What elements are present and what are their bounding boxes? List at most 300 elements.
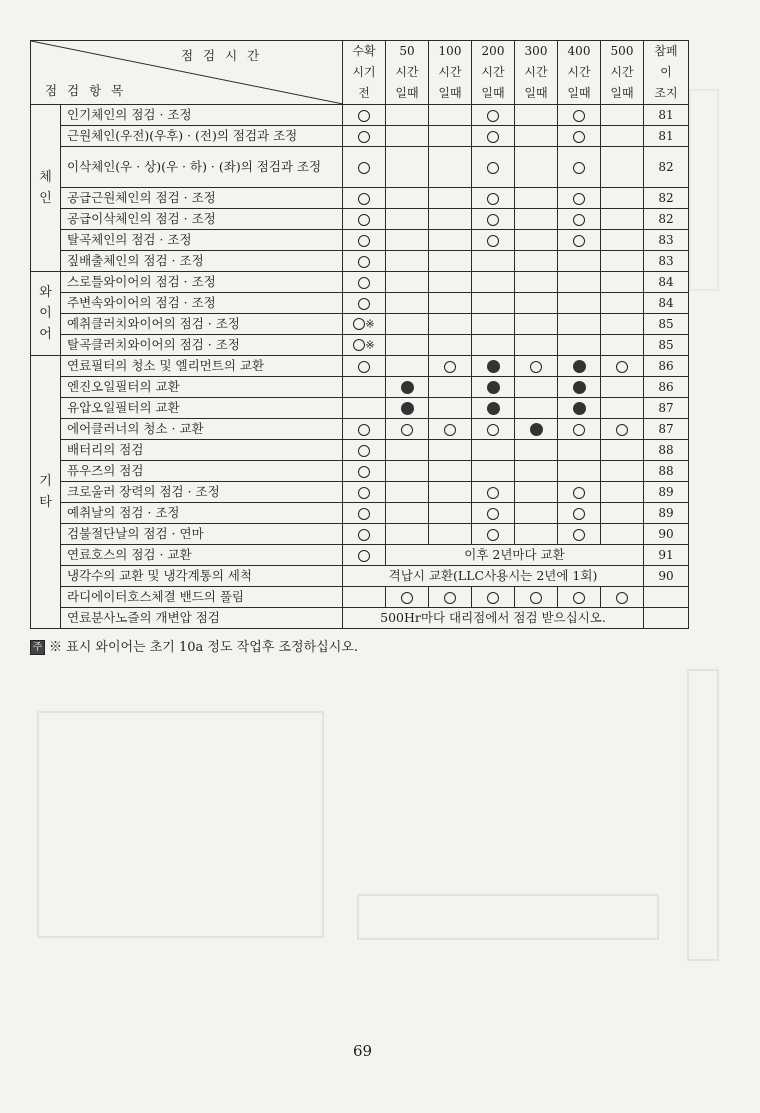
- open-circle-icon: [573, 529, 585, 541]
- open-circle-icon: [358, 277, 370, 289]
- table-row: [31, 377, 689, 398]
- schedule-cell: [472, 524, 515, 545]
- schedule-cell: [343, 126, 386, 147]
- schedule-cell: [558, 272, 601, 293]
- reference-page: 91: [644, 545, 689, 566]
- schedule-cell: [515, 335, 558, 356]
- inspection-item: 냉각수의 교환 및 냉각계통의 세척: [61, 566, 343, 587]
- table-row: [31, 587, 689, 608]
- inspection-item: 탈곡체인의 점검 · 조정: [61, 230, 343, 251]
- schedule-cell: [515, 398, 558, 419]
- schedule-cell: [386, 230, 429, 251]
- schedule-cell: [429, 335, 472, 356]
- schedule-note: 격납시 교환(LLC사용시는 2년에 1회): [343, 566, 644, 587]
- open-circle-icon: [358, 361, 370, 373]
- schedule-cell: [558, 314, 601, 335]
- schedule-cell: [515, 440, 558, 461]
- schedule-cell: [343, 587, 386, 608]
- schedule-cell: [558, 126, 601, 147]
- table-row: [31, 126, 689, 147]
- inspection-item: 이삭체인(우 · 상)(우 · 하) · (좌)의 점검과 조정: [61, 147, 343, 188]
- schedule-cell: [386, 209, 429, 230]
- reference-page: 82: [644, 209, 689, 230]
- open-circle-icon: [573, 424, 585, 436]
- open-circle-icon: [573, 487, 585, 499]
- table-row: [31, 209, 689, 230]
- schedule-cell: [429, 272, 472, 293]
- inspection-item: 크로울러 장력의 점검 · 조정: [61, 482, 343, 503]
- table-row: [31, 188, 689, 209]
- schedule-cell: [558, 251, 601, 272]
- open-circle-icon: [487, 592, 499, 604]
- schedule-cell: [343, 356, 386, 377]
- schedule-cell: [343, 461, 386, 482]
- open-circle-icon: [358, 110, 370, 122]
- inspection-item: 엔진오일필터의 교환: [61, 377, 343, 398]
- schedule-cell: [343, 503, 386, 524]
- schedule-cell: [472, 356, 515, 377]
- note-badge: 주: [30, 640, 45, 655]
- category-wire-label: 와이어: [39, 285, 52, 342]
- schedule-cell: [343, 251, 386, 272]
- schedule-cell: [472, 377, 515, 398]
- reference-page: 82: [644, 147, 689, 188]
- open-circle-icon: [358, 550, 370, 562]
- reference-mark: ※: [365, 338, 375, 352]
- open-circle-icon: [573, 110, 585, 122]
- schedule-cell: [558, 293, 601, 314]
- reference-page: 86: [644, 377, 689, 398]
- footnote: [30, 636, 358, 655]
- reference-page: [644, 587, 689, 608]
- open-circle-icon: [487, 424, 499, 436]
- schedule-cell: [601, 251, 644, 272]
- schedule-cell: [386, 105, 429, 126]
- table-row: [31, 503, 689, 524]
- open-circle-icon: [573, 131, 585, 143]
- table-row: [31, 398, 689, 419]
- reference-page: 88: [644, 440, 689, 461]
- inspection-item: 짚배출체인의 점검 · 조정: [61, 251, 343, 272]
- open-circle-icon: [487, 529, 499, 541]
- table-row: [31, 272, 689, 293]
- reference-page: 90: [644, 524, 689, 545]
- open-circle-icon: [444, 361, 456, 373]
- schedule-cell: [343, 147, 386, 188]
- schedule-cell: [601, 293, 644, 314]
- schedule-cell: [558, 209, 601, 230]
- filled-circle-icon: [487, 402, 500, 415]
- schedule-cell: [429, 524, 472, 545]
- inspection-item: 라디에이터호스체결 밴드의 풀림: [61, 587, 343, 608]
- reference-page: 85: [644, 314, 689, 335]
- open-circle-icon: [573, 235, 585, 247]
- schedule-cell: [343, 398, 386, 419]
- schedule-cell: [429, 503, 472, 524]
- open-circle-icon: [487, 235, 499, 247]
- schedule-cell: [515, 293, 558, 314]
- schedule-cell: [558, 147, 601, 188]
- category-etc: [31, 356, 61, 629]
- schedule-cell: [429, 419, 472, 440]
- schedule-cell: [515, 587, 558, 608]
- reference-page: 87: [644, 419, 689, 440]
- category-chain: [31, 105, 61, 272]
- schedule-cell: [601, 440, 644, 461]
- inspection-item: 검불절단날의 점검 · 연마: [61, 524, 343, 545]
- inspection-item: 인기체인의 점검 · 조정: [61, 105, 343, 126]
- col-header-400h: 400 시간 일때: [558, 41, 601, 105]
- open-circle-icon: [573, 193, 585, 205]
- schedule-cell: [558, 440, 601, 461]
- reference-page: 89: [644, 482, 689, 503]
- schedule-cell: [343, 272, 386, 293]
- schedule-cell: [601, 147, 644, 188]
- schedule-cell: [515, 230, 558, 251]
- schedule-cell: [601, 230, 644, 251]
- schedule-cell: [515, 503, 558, 524]
- schedule-cell: [429, 126, 472, 147]
- col-header-100h: 100 시간 일때: [429, 41, 472, 105]
- open-circle-icon: [530, 361, 542, 373]
- open-circle-icon: [487, 193, 499, 205]
- reference-mark: ※: [365, 317, 375, 331]
- open-circle-icon: [616, 424, 628, 436]
- reference-page: 90: [644, 566, 689, 587]
- schedule-cell: [472, 398, 515, 419]
- open-circle-icon: [573, 508, 585, 520]
- table-row: [31, 230, 689, 251]
- schedule-cell: [343, 377, 386, 398]
- col-header-200h: 200 시간 일때: [472, 41, 515, 105]
- filled-circle-icon: [487, 360, 500, 373]
- inspection-item: 주변속와이어의 점검 · 조정: [61, 293, 343, 314]
- schedule-note: 500Hr마다 대리점에서 점검 받으십시오.: [343, 608, 644, 629]
- schedule-cell: [515, 126, 558, 147]
- schedule-cell: [601, 356, 644, 377]
- schedule-cell: [343, 335, 386, 356]
- schedule-cell: [429, 377, 472, 398]
- reference-page: 88: [644, 461, 689, 482]
- footnote-text: ※ 표시 와이어는 초기 10a 정도 작업후 조정하십시오.: [49, 640, 358, 655]
- schedule-cell: [429, 293, 472, 314]
- inspection-item: 에어클러너의 청소 · 교환: [61, 419, 343, 440]
- open-circle-icon: [358, 487, 370, 499]
- filled-circle-icon: [487, 381, 500, 394]
- inspection-schedule-table: [30, 40, 689, 629]
- table-header-row: [31, 41, 689, 105]
- reference-page: 81: [644, 105, 689, 126]
- schedule-cell: [472, 147, 515, 188]
- table-row: [31, 440, 689, 461]
- open-circle-icon: [530, 592, 542, 604]
- reference-page: 83: [644, 230, 689, 251]
- schedule-cell: [515, 251, 558, 272]
- schedule-cell: [601, 419, 644, 440]
- schedule-cell: [386, 356, 429, 377]
- schedule-cell: [429, 482, 472, 503]
- schedule-cell: [386, 147, 429, 188]
- inspection-item: 퓨우즈의 점검: [61, 461, 343, 482]
- schedule-cell: [429, 440, 472, 461]
- schedule-cell: [515, 419, 558, 440]
- schedule-cell: [558, 377, 601, 398]
- schedule-cell: [386, 377, 429, 398]
- reference-page: [644, 608, 689, 629]
- reference-page: 81: [644, 126, 689, 147]
- inspection-item: 스로틀와이어의 점검 · 조정: [61, 272, 343, 293]
- open-circle-icon: [616, 592, 628, 604]
- schedule-cell: [515, 209, 558, 230]
- schedule-cell: [386, 503, 429, 524]
- inspection-item: 예취날의 점검 · 조정: [61, 503, 343, 524]
- col-header-500h: 500 시간 일때: [601, 41, 644, 105]
- schedule-cell: [343, 440, 386, 461]
- open-circle-icon: [358, 529, 370, 541]
- open-circle-icon: [358, 162, 370, 174]
- schedule-cell: [386, 398, 429, 419]
- schedule-cell: [515, 524, 558, 545]
- schedule-cell: [429, 461, 472, 482]
- schedule-cell: [343, 230, 386, 251]
- inspection-item: 공급근원체인의 점검 · 조정: [61, 188, 343, 209]
- schedule-cell: [601, 105, 644, 126]
- schedule-cell: [386, 314, 429, 335]
- reference-page: 84: [644, 272, 689, 293]
- schedule-note: 이후 2년마다 교환: [386, 545, 644, 566]
- inspection-item: 공급이삭체인의 점검 · 조정: [61, 209, 343, 230]
- schedule-cell: [601, 461, 644, 482]
- table-row: [31, 293, 689, 314]
- schedule-cell: [472, 440, 515, 461]
- filled-circle-icon: [530, 423, 543, 436]
- table-row: [31, 147, 689, 188]
- table-row: [31, 314, 689, 335]
- filled-circle-icon: [401, 402, 414, 415]
- open-circle-icon: [573, 214, 585, 226]
- category-wire: [31, 272, 61, 356]
- schedule-cell: [472, 314, 515, 335]
- schedule-cell: [429, 356, 472, 377]
- schedule-cell: [429, 230, 472, 251]
- schedule-cell: [601, 482, 644, 503]
- schedule-cell: [343, 524, 386, 545]
- schedule-cell: [515, 461, 558, 482]
- schedule-cell: [386, 293, 429, 314]
- schedule-cell: [429, 105, 472, 126]
- schedule-cell: [343, 419, 386, 440]
- schedule-cell: [601, 524, 644, 545]
- schedule-cell: [515, 356, 558, 377]
- schedule-cell: [601, 503, 644, 524]
- schedule-cell: [343, 293, 386, 314]
- open-circle-icon: [487, 162, 499, 174]
- schedule-cell: [429, 398, 472, 419]
- schedule-cell: [343, 188, 386, 209]
- open-circle-icon: [358, 131, 370, 143]
- col-header-ref-page: 참페 이 조지: [644, 41, 689, 105]
- open-circle-icon: [358, 424, 370, 436]
- table-row: [31, 251, 689, 272]
- schedule-cell: [515, 147, 558, 188]
- open-circle-icon: [444, 592, 456, 604]
- open-circle-icon: [401, 424, 413, 436]
- reference-page: 84: [644, 293, 689, 314]
- open-circle-icon: [616, 361, 628, 373]
- schedule-cell: [601, 314, 644, 335]
- schedule-cell: [515, 272, 558, 293]
- filled-circle-icon: [401, 381, 414, 394]
- open-circle-icon: [358, 445, 370, 457]
- header-inspection-item: 점 검 항 목: [45, 83, 127, 98]
- open-circle-icon: [358, 466, 370, 478]
- schedule-cell: [515, 105, 558, 126]
- schedule-cell: [515, 482, 558, 503]
- col-header-50h: 50 시간 일때: [386, 41, 429, 105]
- inspection-item: 연료분사노즐의 개변압 점검: [61, 608, 343, 629]
- schedule-cell: [343, 545, 386, 566]
- open-circle-icon: [487, 487, 499, 499]
- open-circle-icon: [487, 508, 499, 520]
- reference-page: 82: [644, 188, 689, 209]
- schedule-cell: [429, 188, 472, 209]
- schedule-cell: [429, 314, 472, 335]
- open-circle-icon: [353, 318, 365, 330]
- schedule-cell: [515, 314, 558, 335]
- schedule-cell: [472, 209, 515, 230]
- filled-circle-icon: [573, 402, 586, 415]
- schedule-cell: [558, 482, 601, 503]
- schedule-cell: [343, 482, 386, 503]
- open-circle-icon: [358, 508, 370, 520]
- inspection-item: 탈곡클러치와이어의 점검 · 조정: [61, 335, 343, 356]
- schedule-cell: [601, 587, 644, 608]
- schedule-cell: [386, 524, 429, 545]
- schedule-cell: [601, 377, 644, 398]
- schedule-cell: [386, 419, 429, 440]
- schedule-cell: [558, 230, 601, 251]
- schedule-cell: [558, 356, 601, 377]
- schedule-cell: [601, 188, 644, 209]
- page-number: 69: [353, 1042, 373, 1060]
- open-circle-icon: [487, 214, 499, 226]
- schedule-cell: [472, 587, 515, 608]
- open-circle-icon: [358, 214, 370, 226]
- table-row: [31, 566, 689, 587]
- schedule-cell: [386, 272, 429, 293]
- table-row: [31, 461, 689, 482]
- schedule-cell: [558, 419, 601, 440]
- table-row: [31, 482, 689, 503]
- schedule-cell: [472, 230, 515, 251]
- open-circle-icon: [358, 193, 370, 205]
- inspection-item: 연료필터의 청소 및 엘리먼트의 교환: [61, 356, 343, 377]
- open-circle-icon: [358, 235, 370, 247]
- schedule-cell: [558, 503, 601, 524]
- schedule-cell: [343, 209, 386, 230]
- inspection-item: 유압오일필터의 교환: [61, 398, 343, 419]
- reference-page: 83: [644, 251, 689, 272]
- reference-page: 87: [644, 398, 689, 419]
- schedule-cell: [386, 188, 429, 209]
- schedule-cell: [601, 126, 644, 147]
- inspection-item: 연료호스의 점검 · 교환: [61, 545, 343, 566]
- schedule-cell: [386, 587, 429, 608]
- schedule-cell: [472, 126, 515, 147]
- table-row: [31, 524, 689, 545]
- table-row: [31, 608, 689, 629]
- schedule-cell: [558, 188, 601, 209]
- table-row: [31, 356, 689, 377]
- open-circle-icon: [573, 162, 585, 174]
- reference-page: 86: [644, 356, 689, 377]
- schedule-cell: [558, 524, 601, 545]
- schedule-cell: [386, 251, 429, 272]
- schedule-cell: [601, 398, 644, 419]
- schedule-cell: [601, 335, 644, 356]
- schedule-cell: [558, 461, 601, 482]
- col-header-300h: 300 시간 일때: [515, 41, 558, 105]
- inspection-item: 배터리의 점검: [61, 440, 343, 461]
- open-circle-icon: [573, 592, 585, 604]
- filled-circle-icon: [573, 360, 586, 373]
- col-header-harvest: 수확 시기 전: [343, 41, 386, 105]
- diagonal-header-cell: [31, 41, 343, 105]
- schedule-cell: [472, 335, 515, 356]
- schedule-cell: [472, 419, 515, 440]
- schedule-cell: [429, 209, 472, 230]
- open-circle-icon: [358, 298, 370, 310]
- schedule-cell: [429, 251, 472, 272]
- schedule-cell: [472, 503, 515, 524]
- table-row: [31, 105, 689, 126]
- schedule-cell: [472, 105, 515, 126]
- table-row: [31, 419, 689, 440]
- schedule-cell: [343, 105, 386, 126]
- schedule-cell: [386, 461, 429, 482]
- schedule-cell: [558, 105, 601, 126]
- schedule-cell: [386, 482, 429, 503]
- schedule-cell: [386, 335, 429, 356]
- schedule-cell: [558, 335, 601, 356]
- table-row: [31, 335, 689, 356]
- schedule-cell: [386, 126, 429, 147]
- inspection-item: 근원체인(우전)(우후) · (전)의 점검과 조정: [61, 126, 343, 147]
- schedule-cell: [343, 314, 386, 335]
- schedule-cell: [472, 482, 515, 503]
- open-circle-icon: [444, 424, 456, 436]
- inspection-item: 예취클러치와이어의 점검 · 조정: [61, 314, 343, 335]
- schedule-cell: [558, 398, 601, 419]
- schedule-cell: [386, 440, 429, 461]
- schedule-cell: [472, 272, 515, 293]
- open-circle-icon: [401, 592, 413, 604]
- open-circle-icon: [358, 256, 370, 268]
- reference-page: 85: [644, 335, 689, 356]
- schedule-cell: [558, 587, 601, 608]
- schedule-cell: [472, 188, 515, 209]
- schedule-cell: [472, 461, 515, 482]
- schedule-cell: [515, 377, 558, 398]
- schedule-cell: [472, 251, 515, 272]
- table-row: [31, 545, 689, 566]
- filled-circle-icon: [573, 381, 586, 394]
- header-inspection-time: 점 검 시 간: [181, 48, 263, 63]
- schedule-cell: [429, 587, 472, 608]
- open-circle-icon: [487, 131, 499, 143]
- schedule-cell: [515, 188, 558, 209]
- open-circle-icon: [487, 110, 499, 122]
